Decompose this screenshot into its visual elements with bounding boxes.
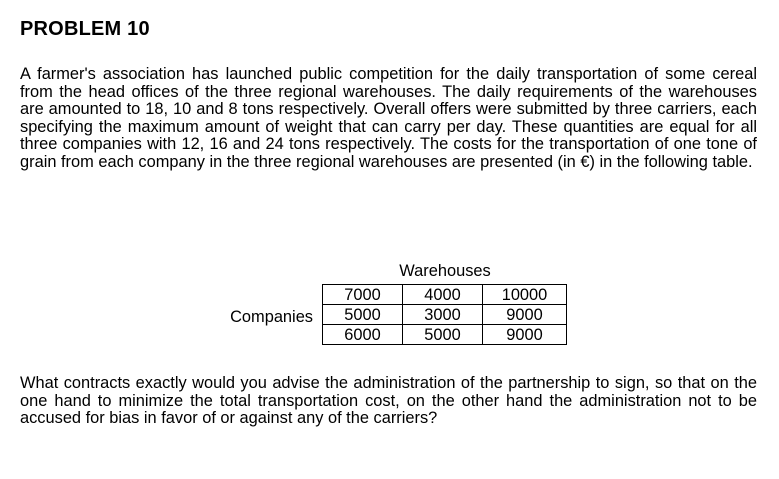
cost-table bbox=[322, 284, 567, 345]
table-cell: 7000 bbox=[323, 285, 403, 305]
table-row bbox=[323, 285, 567, 305]
intro-paragraph: A farmer's association has launched public competition for the daily transportation of some cereal from the head offices of the three regional warehouses. The daily requirements of the warehouses are amounted to 18, 10 and 8 tons respectively. Overall offers were submitted by three carriers, each specifying the maximum amount of weight that can carry per day. These quantities are equal for all three companies with 12, 16 and 24 tons respectively. The costs for the transportation of one tone of grain from each company in the three regional warehouses are presented (in €) in the following table. bbox=[20, 65, 757, 171]
table-row bbox=[323, 325, 567, 345]
table-cell: 5000 bbox=[323, 305, 403, 325]
table-cell: 6000 bbox=[323, 325, 403, 345]
table-cell: 5000 bbox=[403, 325, 483, 345]
table-cell: 10000 bbox=[483, 285, 567, 305]
companies-label: Companies bbox=[230, 308, 313, 326]
question-paragraph: What contracts exactly would you advise the administration of the partnership to sign, so that on the one hand to minimize the total transportation cost, on the other hand the administration not to be accused for bias in favor of or against any of the carriers? bbox=[20, 374, 757, 428]
table-cell: 9000 bbox=[483, 325, 567, 345]
warehouses-caption: Warehouses bbox=[399, 262, 491, 280]
table-cell: 3000 bbox=[403, 305, 483, 325]
table-cell: 9000 bbox=[483, 305, 567, 325]
table-row bbox=[323, 305, 567, 325]
problem-title: PROBLEM 10 bbox=[20, 18, 150, 40]
table-cell: 4000 bbox=[403, 285, 483, 305]
